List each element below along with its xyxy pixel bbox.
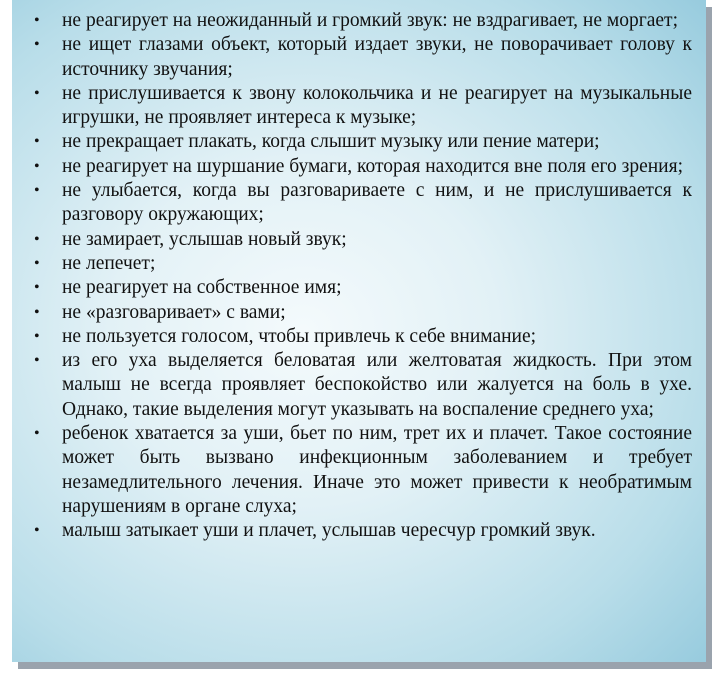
list-item: [28, 9, 692, 33]
bullet-icon: •: [34, 157, 40, 175]
list-item-text: ребенок хватается за уши, бьет по ним, трет их и плачет. Такое состояние может быть вызвано инфекционным заболеванием и требует незамедлительного лечения. Иначе это может привести к необратимым нарушениям в органе слуха;: [62, 423, 692, 517]
bullet-icon: •: [34, 133, 40, 151]
bullet-icon: •: [34, 425, 40, 443]
list-item: [28, 130, 692, 154]
list-item-text: не прислушивается к звону колокольчика и не реагирует на музыкальные игрушки, не проявляет интереса к музыке;: [62, 82, 692, 129]
list-item: [28, 325, 692, 349]
list-item: [28, 82, 692, 131]
symptoms-list: [28, 9, 692, 544]
list-item: [28, 422, 692, 519]
list-item: [28, 179, 692, 228]
bullet-icon: •: [34, 84, 40, 102]
list-item-text: не ищет глазами объект, который издает звуки, не поворачивает голову к источнику звучания;: [62, 34, 692, 80]
bullet-icon: •: [34, 182, 40, 200]
list-item-text: не замирает, услышав новый звук;: [62, 228, 347, 250]
bullet-icon: •: [34, 522, 40, 540]
bullet-icon: •: [34, 327, 40, 345]
bullet-icon: •: [34, 36, 40, 54]
list-item: [28, 301, 692, 325]
list-item: [28, 228, 692, 252]
list-item: [28, 33, 692, 82]
list-item-text: не реагирует на шуршание бумаги, которая находится вне поля его зрения;: [62, 155, 683, 177]
list-item: [28, 349, 692, 422]
bullet-icon: •: [34, 303, 40, 321]
bullet-icon: •: [34, 12, 40, 29]
list-item: [28, 519, 692, 543]
bullet-icon: •: [34, 230, 40, 248]
list-item-text: не реагирует на неожиданный и громкий звук: не вздрагивает, не моргает;: [62, 10, 678, 31]
list-item-text: малыш затыкает уши и плачет, услышав чересчур громкий звук.: [62, 520, 596, 542]
list-item-text: не лепечет;: [62, 252, 156, 274]
bullet-icon: •: [34, 254, 40, 272]
list-item-text: не пользуется голосом, чтобы привлечь к себе внимание;: [62, 325, 537, 347]
list-item-text: не прекращает плакать, когда слышит музыку или пение матери;: [62, 131, 600, 153]
bullet-icon: •: [34, 352, 40, 370]
list-item-text: не реагирует на собственное имя;: [62, 277, 342, 299]
bullet-icon: •: [34, 279, 40, 297]
list-item: [28, 252, 692, 276]
symptoms-card: [12, 0, 706, 662]
list-item-text: не «разговаривает» с вами;: [62, 301, 286, 323]
list-item-text: не улыбается, когда вы разговариваете с ним, и не прислушивается к разговору окружающих;: [62, 180, 692, 226]
list-item: [28, 276, 692, 300]
list-item-text: из его уха выделяется беловатая или желтоватая жидкость. При этом малыш не всегда проявляет беспокойство или жалуется на боль в ухе. Однако, такие выделения могут указывать на воспаление среднего уха;: [62, 350, 692, 420]
list-item: [28, 155, 692, 179]
